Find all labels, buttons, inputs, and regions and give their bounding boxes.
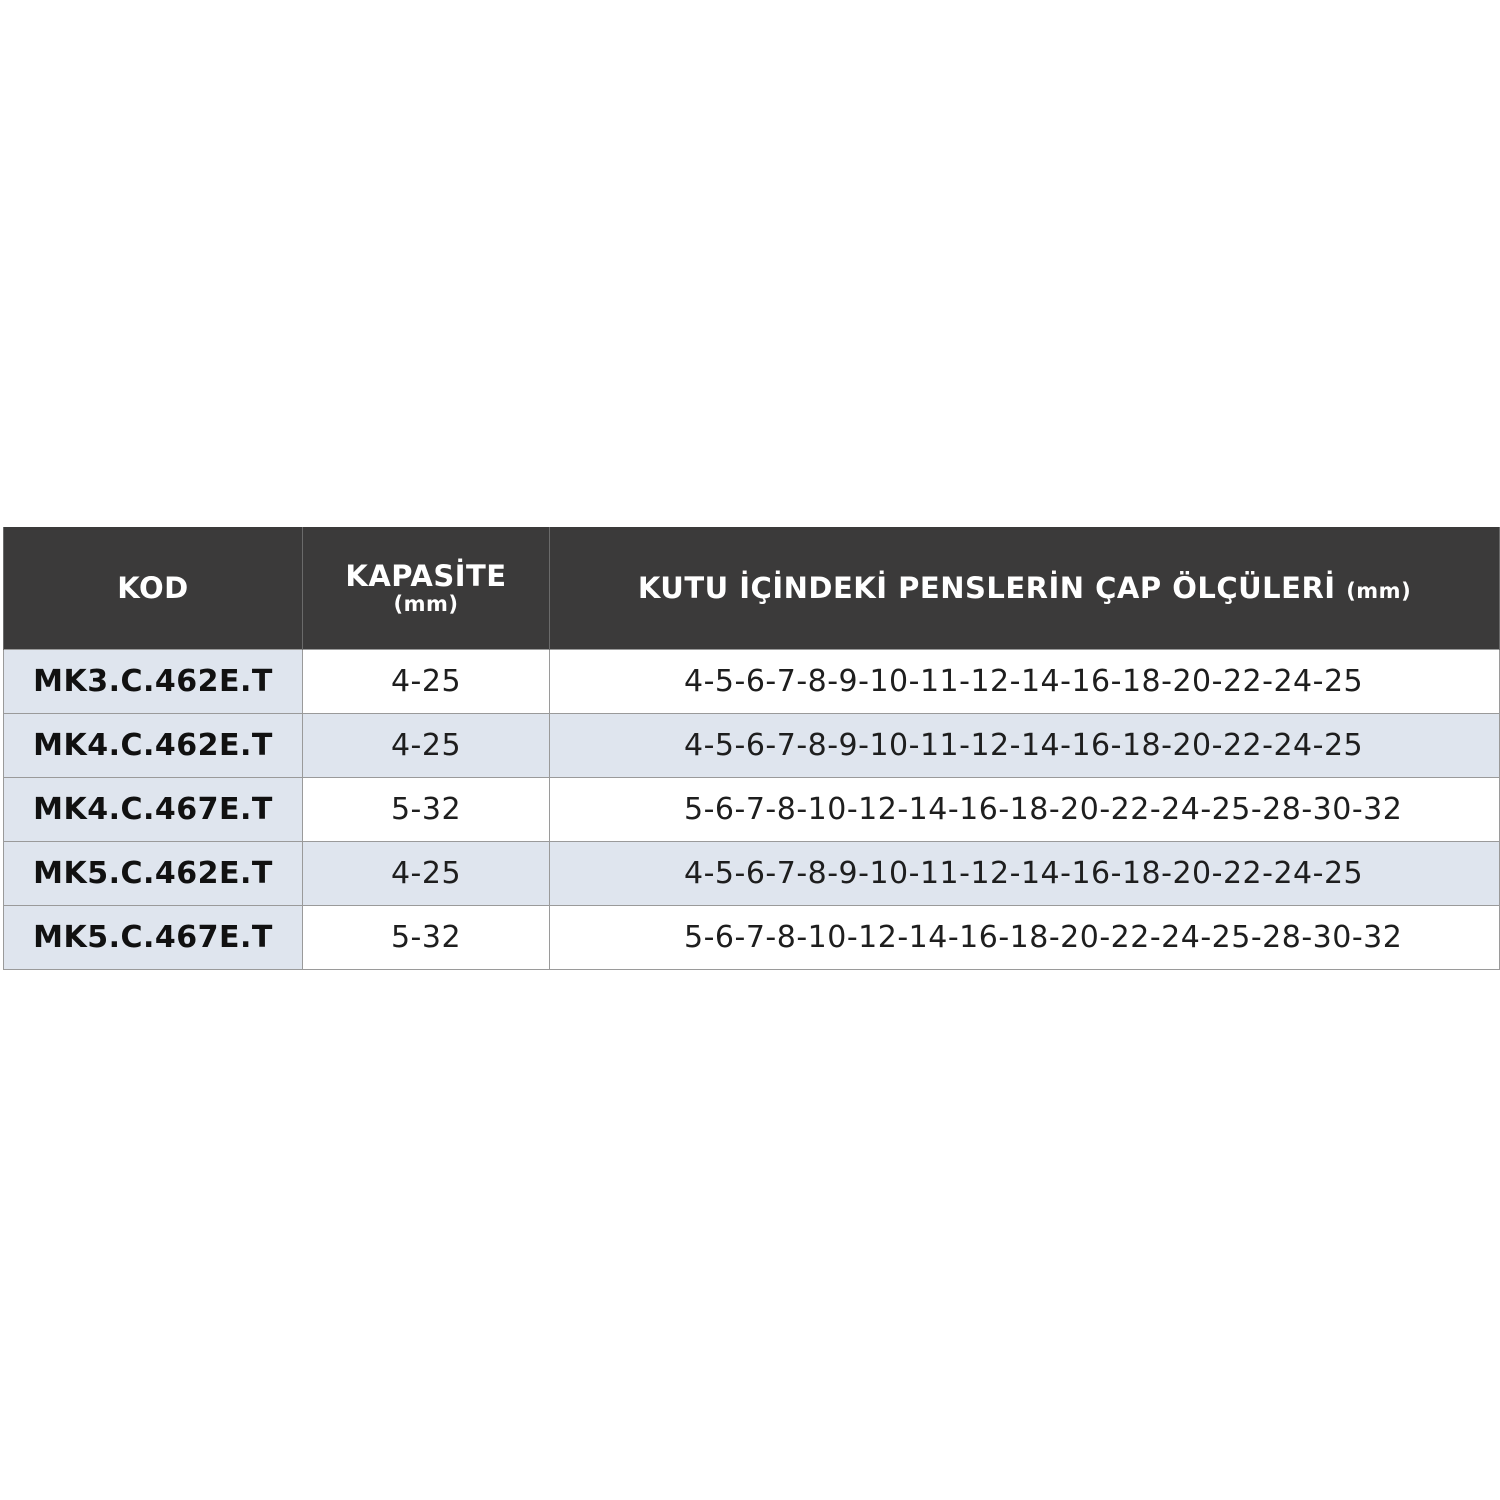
cell-sizes: 4-5-6-7-8-9-10-11-12-14-16-18-20-22-24-25 [550, 714, 1500, 778]
cell-sizes: 4-5-6-7-8-9-10-11-12-14-16-18-20-22-24-25 [550, 650, 1500, 714]
header-code [4, 527, 303, 650]
table-row [4, 650, 1500, 714]
product-table [3, 527, 1500, 970]
header-capacity [303, 527, 550, 650]
header-code-label: KOD [117, 571, 189, 605]
table-row [4, 906, 1500, 970]
cell-code: MK5.C.462E.T [4, 842, 303, 906]
table-row [4, 714, 1500, 778]
cell-sizes: 4-5-6-7-8-9-10-11-12-14-16-18-20-22-24-25 [550, 842, 1500, 906]
table-row [4, 842, 1500, 906]
cell-capacity: 5-32 [303, 778, 550, 842]
header-sizes-label: KUTU İÇİNDEKİ PENSLERİN ÇAP ÖLÇÜLERİ [637, 571, 1336, 605]
cell-capacity: 4-25 [303, 842, 550, 906]
cell-code: MK4.C.462E.T [4, 714, 303, 778]
table-header [4, 527, 1500, 650]
table-row [4, 778, 1500, 842]
header-row [4, 527, 1500, 650]
header-sizes-unit: (mm) [1346, 579, 1412, 603]
header-capacity-label: KAPASİTE [345, 559, 507, 593]
header-sizes [550, 527, 1500, 650]
cell-sizes: 5-6-7-8-10-12-14-16-18-20-22-24-25-28-30-32 [550, 906, 1500, 970]
header-capacity-unit: (mm) [393, 592, 459, 616]
cell-capacity: 5-32 [303, 906, 550, 970]
product-table-container [3, 527, 1499, 970]
cell-sizes: 5-6-7-8-10-12-14-16-18-20-22-24-25-28-30-32 [550, 778, 1500, 842]
cell-capacity: 4-25 [303, 650, 550, 714]
cell-code: MK5.C.467E.T [4, 906, 303, 970]
cell-code: MK3.C.462E.T [4, 650, 303, 714]
table-body [4, 650, 1500, 970]
cell-code: MK4.C.467E.T [4, 778, 303, 842]
cell-capacity: 4-25 [303, 714, 550, 778]
